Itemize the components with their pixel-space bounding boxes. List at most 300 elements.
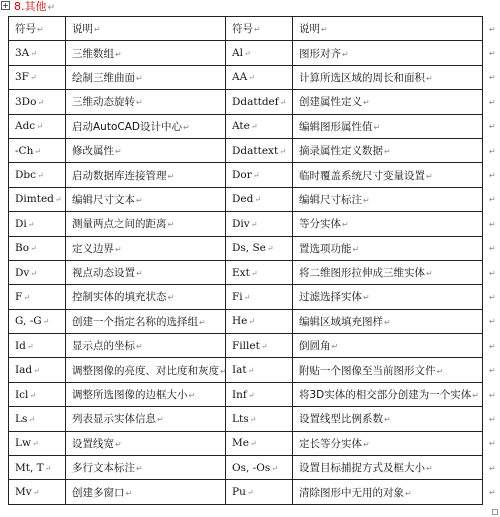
table-row: [9, 138, 491, 162]
symbol-cell[interactable]: [226, 382, 293, 406]
table-row: [9, 431, 491, 455]
row-end-marker: [483, 236, 496, 260]
description-cell[interactable]: [293, 456, 483, 480]
cell-end-mark-icon: ↵: [37, 171, 44, 181]
cell-text: Div: [232, 217, 250, 230]
cell-text: Dimted: [15, 193, 54, 206]
symbol-cell[interactable]: [226, 187, 293, 211]
cell-end-mark-icon: ↵: [384, 317, 391, 327]
symbol-cell[interactable]: [9, 163, 66, 187]
cell-end-mark-icon: ↵: [248, 73, 255, 83]
description-cell[interactable]: [293, 138, 483, 162]
cell-text: Mv: [15, 486, 32, 499]
cell-text: Dbc: [15, 169, 37, 182]
cell-end-mark-icon: ↵: [246, 488, 254, 498]
symbol-cell[interactable]: [9, 114, 66, 138]
row-end-marker: [483, 480, 496, 504]
description-cell[interactable]: [293, 309, 483, 333]
row-end-mark-icon: ↵: [489, 292, 496, 302]
cell-text: Os, -Os: [232, 461, 271, 474]
row-end-marker: [483, 456, 496, 480]
row-end-mark-icon: ↵: [489, 146, 496, 156]
cell-end-mark-icon: ↵: [115, 244, 122, 254]
description-cell[interactable]: [66, 236, 226, 260]
cell-text: 图形对齐: [299, 47, 341, 60]
cell-end-mark-icon: ↵: [363, 293, 370, 303]
row-end-marker: [483, 90, 496, 114]
cell-end-mark-icon: ↵: [188, 391, 196, 401]
symbol-cell[interactable]: [9, 480, 66, 504]
section-heading: 8.其他↵: [14, 0, 56, 13]
cell-end-mark-icon: ↵: [254, 25, 261, 35]
table-row: [9, 309, 491, 333]
paragraph-mark-icon: ↵: [47, 3, 56, 13]
row-end-marker: [483, 382, 496, 406]
cell-text: Ls: [15, 412, 28, 425]
cell-text: Dv: [15, 266, 30, 279]
description-cell[interactable]: [293, 187, 483, 211]
description-cell[interactable]: [293, 260, 483, 284]
cell-end-mark-icon: ↵: [260, 341, 268, 351]
description-cell[interactable]: [293, 285, 483, 309]
symbol-cell[interactable]: [226, 65, 293, 89]
description-cell[interactable]: [66, 334, 226, 358]
cell-text: Lts: [232, 412, 249, 425]
symbol-cell[interactable]: [226, 285, 293, 309]
cell-text: 测量两点之间的距离: [72, 218, 167, 231]
cell-end-mark-icon: ↵: [37, 97, 45, 107]
cell-text: G, -G: [15, 315, 42, 328]
row-end-marker: [483, 285, 496, 309]
symbol-cell[interactable]: [9, 456, 66, 480]
row-end-marker: [483, 334, 496, 358]
cell-text: 定义边界: [72, 242, 114, 255]
cell-text: 启动AutoCAD设计中心: [72, 120, 182, 133]
cell-text: 3A: [15, 47, 30, 60]
symbol-cell[interactable]: [226, 17, 293, 41]
symbol-cell[interactable]: [9, 65, 66, 89]
symbol-cell[interactable]: [9, 285, 66, 309]
cell-text: 启动数据库连接管理: [72, 169, 167, 182]
cell-text: Lw: [15, 437, 31, 450]
cell-text: 清除图形中无用的对象: [299, 486, 404, 499]
table-row: [9, 212, 491, 236]
symbol-cell[interactable]: [226, 309, 293, 333]
cell-end-mark-icon: ↵: [248, 317, 256, 327]
cell-text: 创建属性定义: [299, 96, 362, 109]
table-row: [9, 236, 491, 260]
table-row: [9, 456, 491, 480]
cell-end-mark-icon: ↵: [33, 366, 40, 376]
cell-text: 修改属性: [72, 145, 114, 158]
symbol-cell[interactable]: [226, 358, 293, 382]
cell-text: 设置目标捕捉方式及框大小: [299, 462, 425, 475]
cell-text: -Ch: [15, 144, 34, 157]
description-cell[interactable]: [66, 431, 226, 455]
description-cell[interactable]: [293, 236, 483, 260]
description-cell[interactable]: [66, 114, 226, 138]
row-end-marker: [483, 187, 496, 211]
cell-end-mark-icon: ↵: [247, 366, 255, 376]
cell-end-mark-icon: ↵: [321, 25, 328, 35]
cell-end-mark-icon: ↵: [167, 220, 175, 230]
symbol-cell[interactable]: [226, 163, 293, 187]
cell-end-mark-icon: ↵: [136, 464, 143, 474]
cell-text: Di: [15, 217, 27, 230]
cell-end-mark-icon: ↵: [23, 292, 30, 302]
description-cell[interactable]: [293, 163, 483, 187]
row-end-marker: [483, 17, 496, 41]
description-cell[interactable]: [293, 17, 483, 41]
symbol-cell[interactable]: [226, 138, 293, 162]
symbol-cell[interactable]: [9, 187, 66, 211]
cell-end-mark-icon: ↵: [30, 244, 37, 254]
symbol-cell[interactable]: [9, 17, 66, 41]
cell-text: Fi: [232, 290, 243, 303]
description-cell[interactable]: [66, 456, 226, 480]
row-end-mark-icon: ↵: [489, 171, 496, 181]
table-row: [9, 187, 491, 211]
cell-text: 列表显示实体信息: [72, 413, 156, 426]
cell-end-mark-icon: ↵: [167, 171, 175, 181]
cell-end-mark-icon: ↵: [426, 73, 433, 83]
cell-text: Ddattdef: [232, 95, 279, 108]
description-cell[interactable]: [66, 260, 226, 284]
cell-end-mark-icon: ↵: [249, 414, 257, 424]
symbol-cell[interactable]: [9, 358, 66, 382]
cell-end-mark-icon: ↵: [136, 195, 143, 205]
cell-text: 调整图像的亮度、对比度和灰度: [72, 364, 219, 377]
cell-text: Mt, T: [15, 461, 44, 474]
cell-text: 控制实体的填充状态: [72, 291, 167, 304]
cell-text: 视点动态设置: [72, 267, 135, 280]
description-cell[interactable]: [66, 212, 226, 236]
cell-text: 绘制三维曲面: [72, 71, 135, 84]
table-row: [9, 114, 491, 138]
description-cell[interactable]: [66, 187, 226, 211]
cell-end-mark-icon: ↵: [136, 269, 143, 279]
cell-text: 设置线宽: [72, 437, 114, 450]
table-row: [9, 358, 491, 382]
row-end-marker: [483, 309, 496, 333]
description-cell[interactable]: [66, 90, 226, 114]
cell-text: 创建一个指定名称的选择组: [72, 315, 198, 328]
cell-end-mark-icon: ↵: [29, 390, 37, 400]
cell-text: Ds, Se: [232, 242, 266, 255]
cell-text: Adc: [15, 120, 36, 133]
cell-text: AA: [232, 71, 248, 84]
cell-text: 说明: [72, 23, 93, 36]
row-end-marker: [483, 358, 496, 382]
row-end-mark-icon: ↵: [489, 244, 496, 254]
table-row: [9, 65, 491, 89]
symbol-cell[interactable]: [226, 41, 293, 65]
row-end-mark-icon: ↵: [489, 24, 496, 34]
symbol-cell[interactable]: [9, 260, 66, 284]
row-end-marker: [483, 41, 496, 65]
cell-end-mark-icon: ↵: [136, 73, 143, 83]
table-row: [9, 407, 491, 431]
cell-end-mark-icon: ↵: [26, 341, 34, 351]
description-cell[interactable]: [293, 65, 483, 89]
cell-end-mark-icon: ↵: [42, 317, 50, 327]
row-end-mark-icon: ↵: [489, 73, 496, 83]
cell-end-mark-icon: ↵: [37, 25, 44, 35]
cell-text: 将3D实体的相交部分创建为一个实体: [299, 389, 472, 402]
cell-end-mark-icon: ↵: [28, 414, 36, 424]
row-end-mark-icon: ↵: [489, 317, 496, 327]
cell-text: Id: [15, 339, 26, 352]
row-end-mark-icon: ↵: [489, 122, 496, 132]
symbol-cell[interactable]: [9, 309, 66, 333]
row-end-marker: [483, 138, 496, 162]
description-cell[interactable]: [66, 480, 226, 504]
row-end-mark-icon: ↵: [489, 195, 496, 205]
cell-end-mark-icon: ↵: [426, 464, 433, 474]
cell-text: Bo: [15, 242, 30, 255]
table-resize-handle-icon[interactable]: [492, 509, 498, 515]
row-end-mark-icon: ↵: [489, 341, 496, 351]
description-cell[interactable]: [293, 334, 483, 358]
cell-end-mark-icon: ↵: [115, 439, 122, 449]
symbol-cell[interactable]: [226, 334, 293, 358]
cell-end-mark-icon: ↵: [342, 49, 349, 59]
symbol-cell[interactable]: [9, 90, 66, 114]
cell-end-mark-icon: ↵: [384, 147, 391, 157]
symbol-cell[interactable]: [9, 431, 66, 455]
description-cell[interactable]: [66, 138, 226, 162]
row-end-mark-icon: ↵: [489, 439, 496, 449]
cell-end-mark-icon: ↵: [34, 146, 42, 156]
symbol-cell[interactable]: [226, 456, 293, 480]
description-cell[interactable]: [293, 480, 483, 504]
cell-end-mark-icon: ↵: [363, 439, 370, 449]
row-end-mark-icon: ↵: [489, 49, 496, 59]
cell-end-mark-icon: ↵: [167, 293, 175, 303]
cell-text: 定长等分实体: [299, 437, 362, 450]
cell-text: Pu: [232, 486, 246, 499]
cell-end-mark-icon: ↵: [250, 122, 258, 132]
cell-end-mark-icon: ↵: [331, 342, 339, 352]
cell-text: 显示点的坐标: [72, 340, 135, 353]
cell-text: Iat: [232, 364, 247, 377]
row-end-mark-icon: ↵: [489, 488, 496, 498]
cell-text: Ate: [232, 120, 250, 133]
row-end-marker: [483, 163, 496, 187]
cell-text: 编辑图形属性值: [299, 120, 373, 133]
cell-end-mark-icon: ↵: [125, 488, 133, 498]
cell-text: 符号: [232, 23, 253, 36]
cell-end-mark-icon: ↵: [220, 366, 227, 376]
table-row: [9, 90, 491, 114]
cell-end-mark-icon: ↵: [115, 147, 122, 157]
symbol-cell[interactable]: [226, 407, 293, 431]
description-cell[interactable]: [293, 382, 483, 406]
row-end-marker: [483, 431, 496, 455]
cell-text: Ext: [232, 266, 250, 279]
cell-end-mark-icon: ↵: [27, 219, 35, 229]
cell-text: 置选项功能: [299, 242, 352, 255]
cell-end-mark-icon: ↵: [249, 439, 257, 449]
symbol-cell[interactable]: [226, 260, 293, 284]
cell-text: 摘录属性定义数据: [299, 145, 383, 158]
row-end-marker: [483, 65, 496, 89]
table-row: [9, 285, 491, 309]
cell-text: Al: [232, 47, 243, 60]
row-end-mark-icon: ↵: [489, 414, 496, 424]
description-cell[interactable]: [66, 17, 226, 41]
symbol-cell[interactable]: [226, 431, 293, 455]
cell-text: Ddattext: [232, 144, 279, 157]
cell-end-mark-icon: ↵: [243, 292, 251, 302]
symbol-cell[interactable]: [226, 212, 293, 236]
command-table: [8, 16, 496, 505]
cell-end-mark-icon: ↵: [157, 415, 164, 425]
table-row: [9, 382, 491, 406]
cell-text: Iad: [15, 364, 33, 377]
cell-text: Fillet: [232, 339, 260, 352]
cell-text: 过滤选择实体: [299, 291, 362, 304]
row-end-mark-icon: ↵: [489, 219, 496, 229]
cell-end-mark-icon: ↵: [32, 488, 40, 498]
table-move-handle-icon[interactable]: [1, 1, 10, 10]
row-end-mark-icon: ↵: [489, 97, 496, 107]
cell-text: 附贴一个图像至当前图形文件: [299, 364, 436, 377]
cell-text: Inf: [232, 388, 247, 401]
cell-end-mark-icon: ↵: [136, 98, 143, 108]
symbol-cell[interactable]: [9, 382, 66, 406]
row-end-mark-icon: ↵: [489, 268, 496, 278]
description-cell[interactable]: [293, 90, 483, 114]
cell-end-mark-icon: ↵: [254, 195, 262, 205]
cell-end-mark-icon: ↵: [136, 342, 143, 352]
row-end-marker: [483, 114, 496, 138]
cell-end-mark-icon: ↵: [29, 73, 37, 83]
symbol-cell[interactable]: [9, 236, 66, 260]
cell-end-mark-icon: ↵: [250, 268, 258, 278]
cell-text: 计算所选区域的周长和面积: [299, 71, 425, 84]
description-cell[interactable]: [66, 163, 226, 187]
symbol-cell[interactable]: [226, 90, 293, 114]
description-cell[interactable]: [293, 41, 483, 65]
description-cell[interactable]: [66, 41, 226, 65]
description-cell[interactable]: [293, 407, 483, 431]
description-cell[interactable]: [66, 382, 226, 406]
cell-text: 创建多窗口: [72, 486, 125, 499]
cell-text: He: [232, 315, 248, 328]
row-end-mark-icon: ↵: [489, 390, 496, 400]
cell-end-mark-icon: ↵: [472, 391, 479, 401]
cell-end-mark-icon: ↵: [199, 317, 206, 327]
cell-end-mark-icon: ↵: [247, 390, 255, 400]
description-cell[interactable]: [66, 285, 226, 309]
cell-end-mark-icon: ↵: [405, 488, 412, 498]
row-end-marker: [483, 260, 496, 284]
symbol-cell[interactable]: [9, 334, 66, 358]
cell-end-mark-icon: ↵: [30, 268, 38, 278]
symbol-cell[interactable]: [9, 407, 66, 431]
cell-text: 设置线型比例系数: [299, 413, 383, 426]
cell-end-mark-icon: ↵: [426, 171, 433, 181]
cell-end-mark-icon: ↵: [182, 122, 190, 132]
cell-text: 编辑区域填充图样: [299, 315, 383, 328]
description-cell[interactable]: [66, 358, 226, 382]
table-row: [9, 260, 491, 284]
cell-end-mark-icon: ↵: [363, 98, 370, 108]
cell-end-mark-icon: ↵: [279, 146, 286, 156]
table-row: [9, 41, 491, 65]
row-end-mark-icon: ↵: [489, 463, 496, 473]
cell-end-mark-icon: ↵: [36, 122, 43, 132]
symbol-cell[interactable]: [9, 41, 66, 65]
cell-end-mark-icon: ↵: [279, 97, 287, 107]
description-cell[interactable]: [66, 407, 226, 431]
cell-text: 等分实体: [299, 218, 341, 231]
cell-text: 3Do: [15, 95, 37, 108]
cell-end-mark-icon: ↵: [373, 122, 381, 132]
cell-end-mark-icon: ↵: [426, 269, 433, 279]
cell-text: Me: [232, 437, 249, 450]
cell-end-mark-icon: ↵: [250, 219, 258, 229]
cell-text: 临时覆盖系统尺寸变量设置: [299, 169, 425, 182]
row-end-marker: [483, 212, 496, 236]
cell-text: 3F: [15, 71, 29, 84]
cell-end-mark-icon: ↵: [342, 220, 349, 230]
cell-text: 三维数组: [72, 47, 114, 60]
cell-end-mark-icon: ↵: [54, 195, 62, 205]
symbol-cell[interactable]: [226, 114, 293, 138]
table-header-row: [9, 17, 491, 41]
cell-end-mark-icon: ↵: [271, 463, 278, 473]
cell-text: Icl: [15, 388, 29, 401]
description-cell[interactable]: [66, 309, 226, 333]
cell-end-mark-icon: ↵: [266, 244, 274, 254]
cell-end-mark-icon: ↵: [44, 463, 52, 473]
cell-text: 三维动态旋转: [72, 96, 135, 109]
description-cell[interactable]: [293, 114, 483, 138]
cell-text: 调整所选图像的边框大小: [72, 389, 188, 402]
cell-end-mark-icon: ↵: [94, 25, 101, 35]
cell-text: 编辑尺寸文本: [72, 193, 135, 206]
table-row: [9, 480, 491, 504]
cell-end-mark-icon: ↵: [352, 244, 360, 254]
cell-end-mark-icon: ↵: [363, 195, 370, 205]
cell-end-mark-icon: ↵: [252, 171, 260, 181]
description-cell[interactable]: [66, 65, 226, 89]
cell-end-mark-icon: ↵: [31, 439, 39, 449]
cell-text: 编辑尺寸标注: [299, 193, 362, 206]
cell-end-mark-icon: ↵: [243, 49, 251, 59]
cell-end-mark-icon: ↵: [384, 415, 391, 425]
cell-text: 符号: [15, 23, 36, 36]
description-cell[interactable]: [293, 431, 483, 455]
symbol-cell[interactable]: [226, 480, 293, 504]
table-row: [9, 163, 491, 187]
cell-text: Dor: [232, 169, 252, 182]
cell-text: 多行文本标注: [72, 462, 135, 475]
cell-text: F: [15, 290, 23, 303]
cell-end-mark-icon: ↵: [115, 49, 122, 59]
cell-text: 说明: [299, 23, 320, 36]
description-cell[interactable]: [293, 358, 483, 382]
row-end-marker: [483, 407, 496, 431]
cell-text: Ded: [232, 193, 254, 206]
cell-text: 倒圆角: [299, 340, 331, 353]
symbol-cell[interactable]: [226, 236, 293, 260]
symbol-cell[interactable]: [9, 138, 66, 162]
symbol-cell[interactable]: [9, 212, 66, 236]
description-cell[interactable]: [293, 212, 483, 236]
